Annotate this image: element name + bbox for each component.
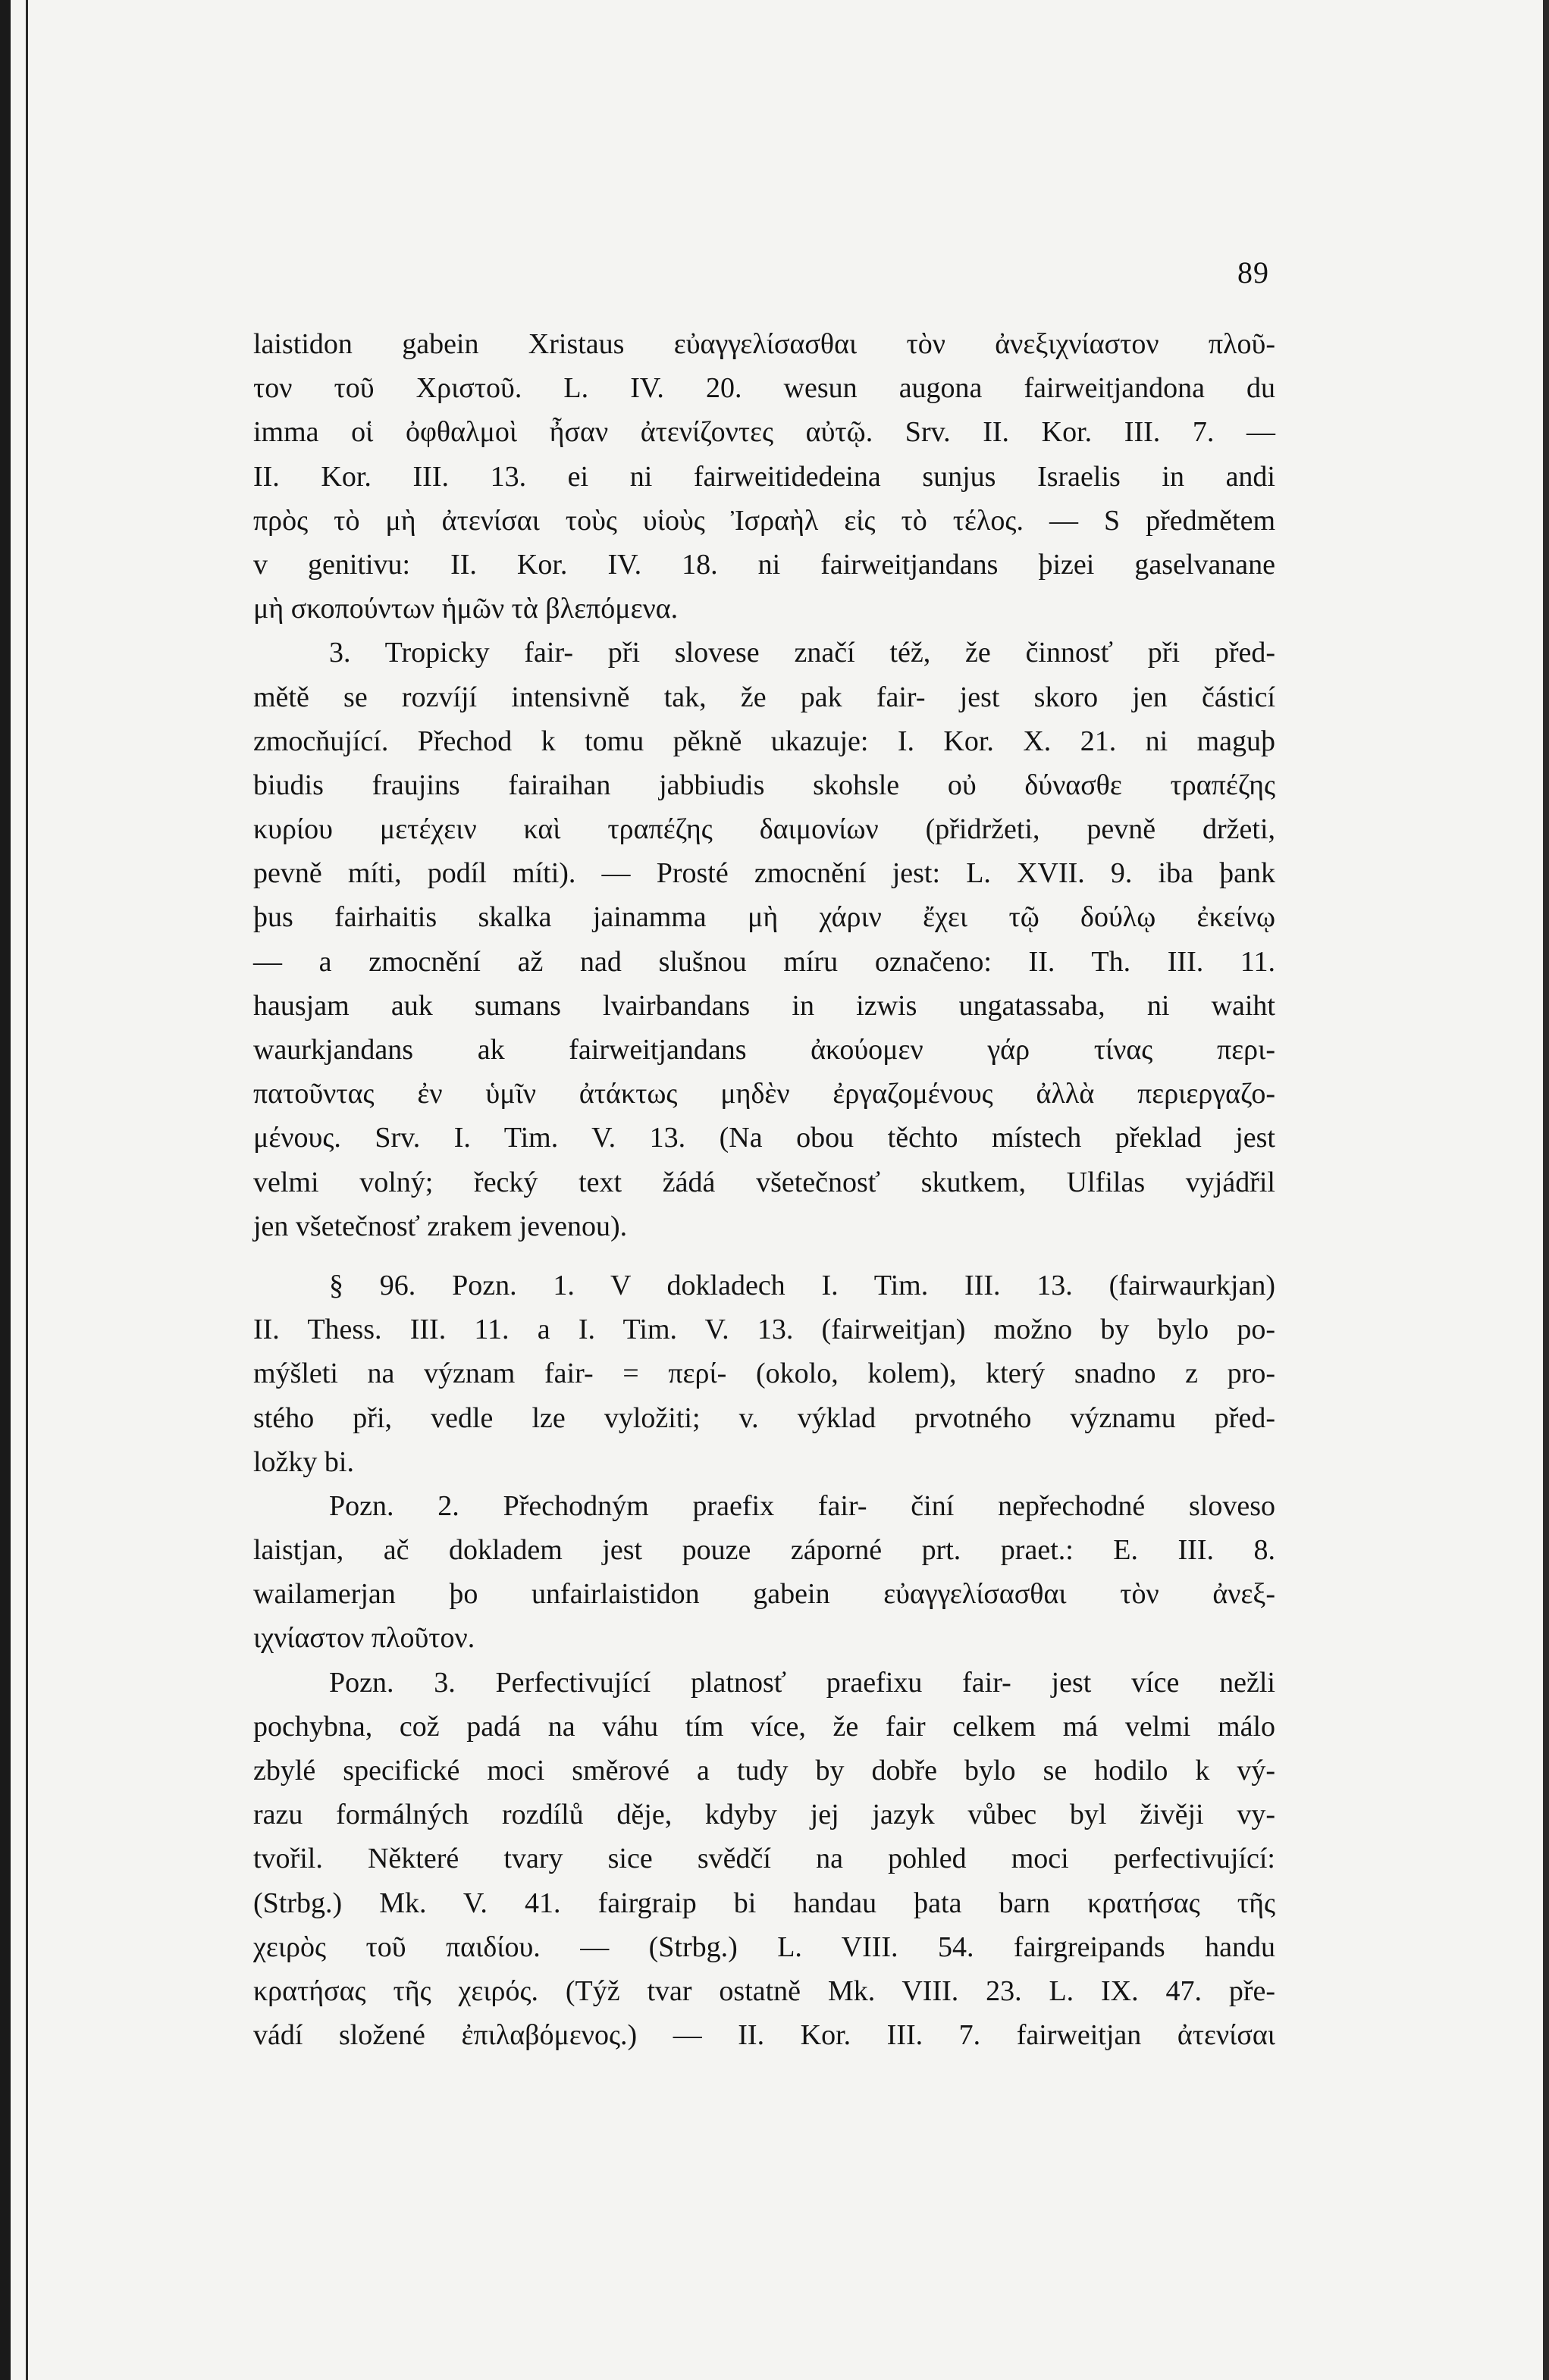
text-line: imma οἱ ὀφθαλμοὶ ἦσαν ἀτενίζοντες αὐτῷ. Srv. II. Kor. III. 7. —	[253, 416, 1275, 449]
text-line: pevně míti, podíl míti). — Prosté zmocnění jest: L. XVII. 9. iba þank	[253, 857, 1275, 890]
text-line: mýšleti na význam fair- = περί- (okolo, kolem), který snadno z pro-	[253, 1358, 1275, 1390]
text-line: κρατήσας τῆς χειρός. (Týž tvar ostatně Mk. VIII. 23. L. IX. 47. pře-	[253, 1974, 1275, 2007]
text-line: mětě se rozvíjí intensivně tak, že pak fair- jest skoro jen částicí	[253, 681, 1275, 713]
text-line: II. Kor. III. 13. ei ni fairweitidedeina sunjus Israelis in andi	[253, 460, 1275, 493]
text-line: waurkjandans ak fairweitjandans ἀκούομεν γάρ τίνας περι-	[253, 1034, 1275, 1066]
text-line: pochybna, což padá na váhu tím více, že fair celkem má velmi málo	[253, 1710, 1275, 1743]
text-line: μὴ σκοπούντων ἡμῶν τὰ βλεπόμενα.	[253, 593, 679, 625]
note-2-start: Pozn. 2. Přechodným praefix fair- činí nepřechodné sloveso	[329, 1489, 1275, 1522]
section-96-heading: § 96. Pozn. 1. V dokladech I. Tim. III. 13. (fairwaurkjan)	[329, 1269, 1275, 1301]
text-line: ložky bi.	[253, 1445, 354, 1478]
text-line: v genitivu: II. Kor. IV. 18. ni fairweitjandans þizei gaselvanane	[253, 548, 1275, 581]
text-line: wailamerjan þo unfairlaistidon gabein εὐαγγελίσασθαι τὸν ἀνεξ-	[253, 1578, 1275, 1611]
text-line: (Strbg.) Mk. V. 41. fairgraip bi handau þata barn κρατήσας τῆς	[253, 1887, 1275, 1919]
text-line: þus fairhaitis skalka jainamma μὴ χάριν ἔχει τῷ δούλῳ ἐκείνῳ	[253, 901, 1275, 934]
scan-border-right	[1543, 0, 1549, 2380]
text-line: πατοῦντας ἐν ὑμῖν ἀτάκτως μηδὲν ἐργαζομένους ἀλλὰ περιεργαζο-	[253, 1078, 1275, 1110]
text-line: tvořil. Některé tvary sice svědčí na pohled moci perfectivující:	[253, 1843, 1275, 1875]
text-line: velmi volný; řecký text žádá všetečnosť skutkem, Ulfilas vyjádřil	[253, 1166, 1275, 1198]
body-text	[253, 322, 1275, 2057]
text-line: jen všetečnosť zrakem jevenou).	[253, 1210, 628, 1242]
text-line: II. Thess. III. 11. a I. Tim. V. 13. (fairweitjan) možno by bylo po-	[253, 1314, 1275, 1346]
text-line: vádí složené ἐπιλαβόμενος.) — II. Kor. III. 7. fairweitjan ἀτενίσαι	[253, 2019, 1275, 2052]
text-line: laistjan, ač dokladem jest pouze záporné prt. praet.: E. III. 8.	[253, 1534, 1275, 1567]
paragraph-3-start: 3. Tropicky fair- při slovese značí též, že činnosť při před-	[329, 637, 1275, 669]
text-line: stého při, vedle lze vyložiti; v. výklad prvotného významu před-	[253, 1401, 1275, 1434]
text-line: μένους. Srv. I. Tim. V. 13. (Na obou těchto místech překlad jest	[253, 1122, 1275, 1154]
scan-border-left	[0, 0, 11, 2380]
text-line: πρὸς τὸ μὴ ἀτενίσαι τοὺς υἱοὺς Ἰσραὴλ εἰς τὸ τέλος. — S předmětem	[253, 504, 1275, 537]
text-line: razu formálných rozdílů děje, kdyby jej jazyk vůbec byl živěji vy-	[253, 1799, 1275, 1831]
text-line: zmocňující. Přechod k tomu pěkně ukazuje: I. Kor. X. 21. ni maguþ	[253, 725, 1275, 757]
note-3-start: Pozn. 3. Perfectivující platnosť praefixu fair- jest více nežli	[329, 1666, 1275, 1699]
text-line: zbylé specifické moci směrové a tudy by dobře bylo se hodilo k vý-	[253, 1755, 1275, 1787]
text-line: hausjam auk sumans lvairbandans in izwis ungatassaba, ni waiht	[253, 989, 1275, 1022]
text-line: ιχνίαστον πλοῦτον.	[253, 1622, 475, 1655]
text-line: χειρὸς τοῦ παιδίου. — (Strbg.) L. VIII. 54. fairgreipands handu	[253, 1931, 1275, 1963]
page-number: 89	[1237, 255, 1269, 290]
text-line: — a zmocnění až nad slušnou míru označeno: II. Th. III. 11.	[253, 945, 1275, 978]
scan-border-line	[26, 0, 28, 2380]
text-line: τον τοῦ Χριστοῦ. L. IV. 20. wesun augona fairweitjandona du	[253, 372, 1275, 405]
text-line: laistidon gabein Xristaus εὐαγγελίσασθαι τὸν ἀνεξιχνίαστον πλοῦ-	[253, 328, 1275, 360]
text-line: κυρίου μετέχειν καὶ τραπέζης δαιμονίων (přidržeti, pevně držeti,	[253, 813, 1275, 846]
text-line: biudis fraujins fairaihan jabbiudis skohsle οὐ δύνασθε τραπέζης	[253, 769, 1275, 801]
